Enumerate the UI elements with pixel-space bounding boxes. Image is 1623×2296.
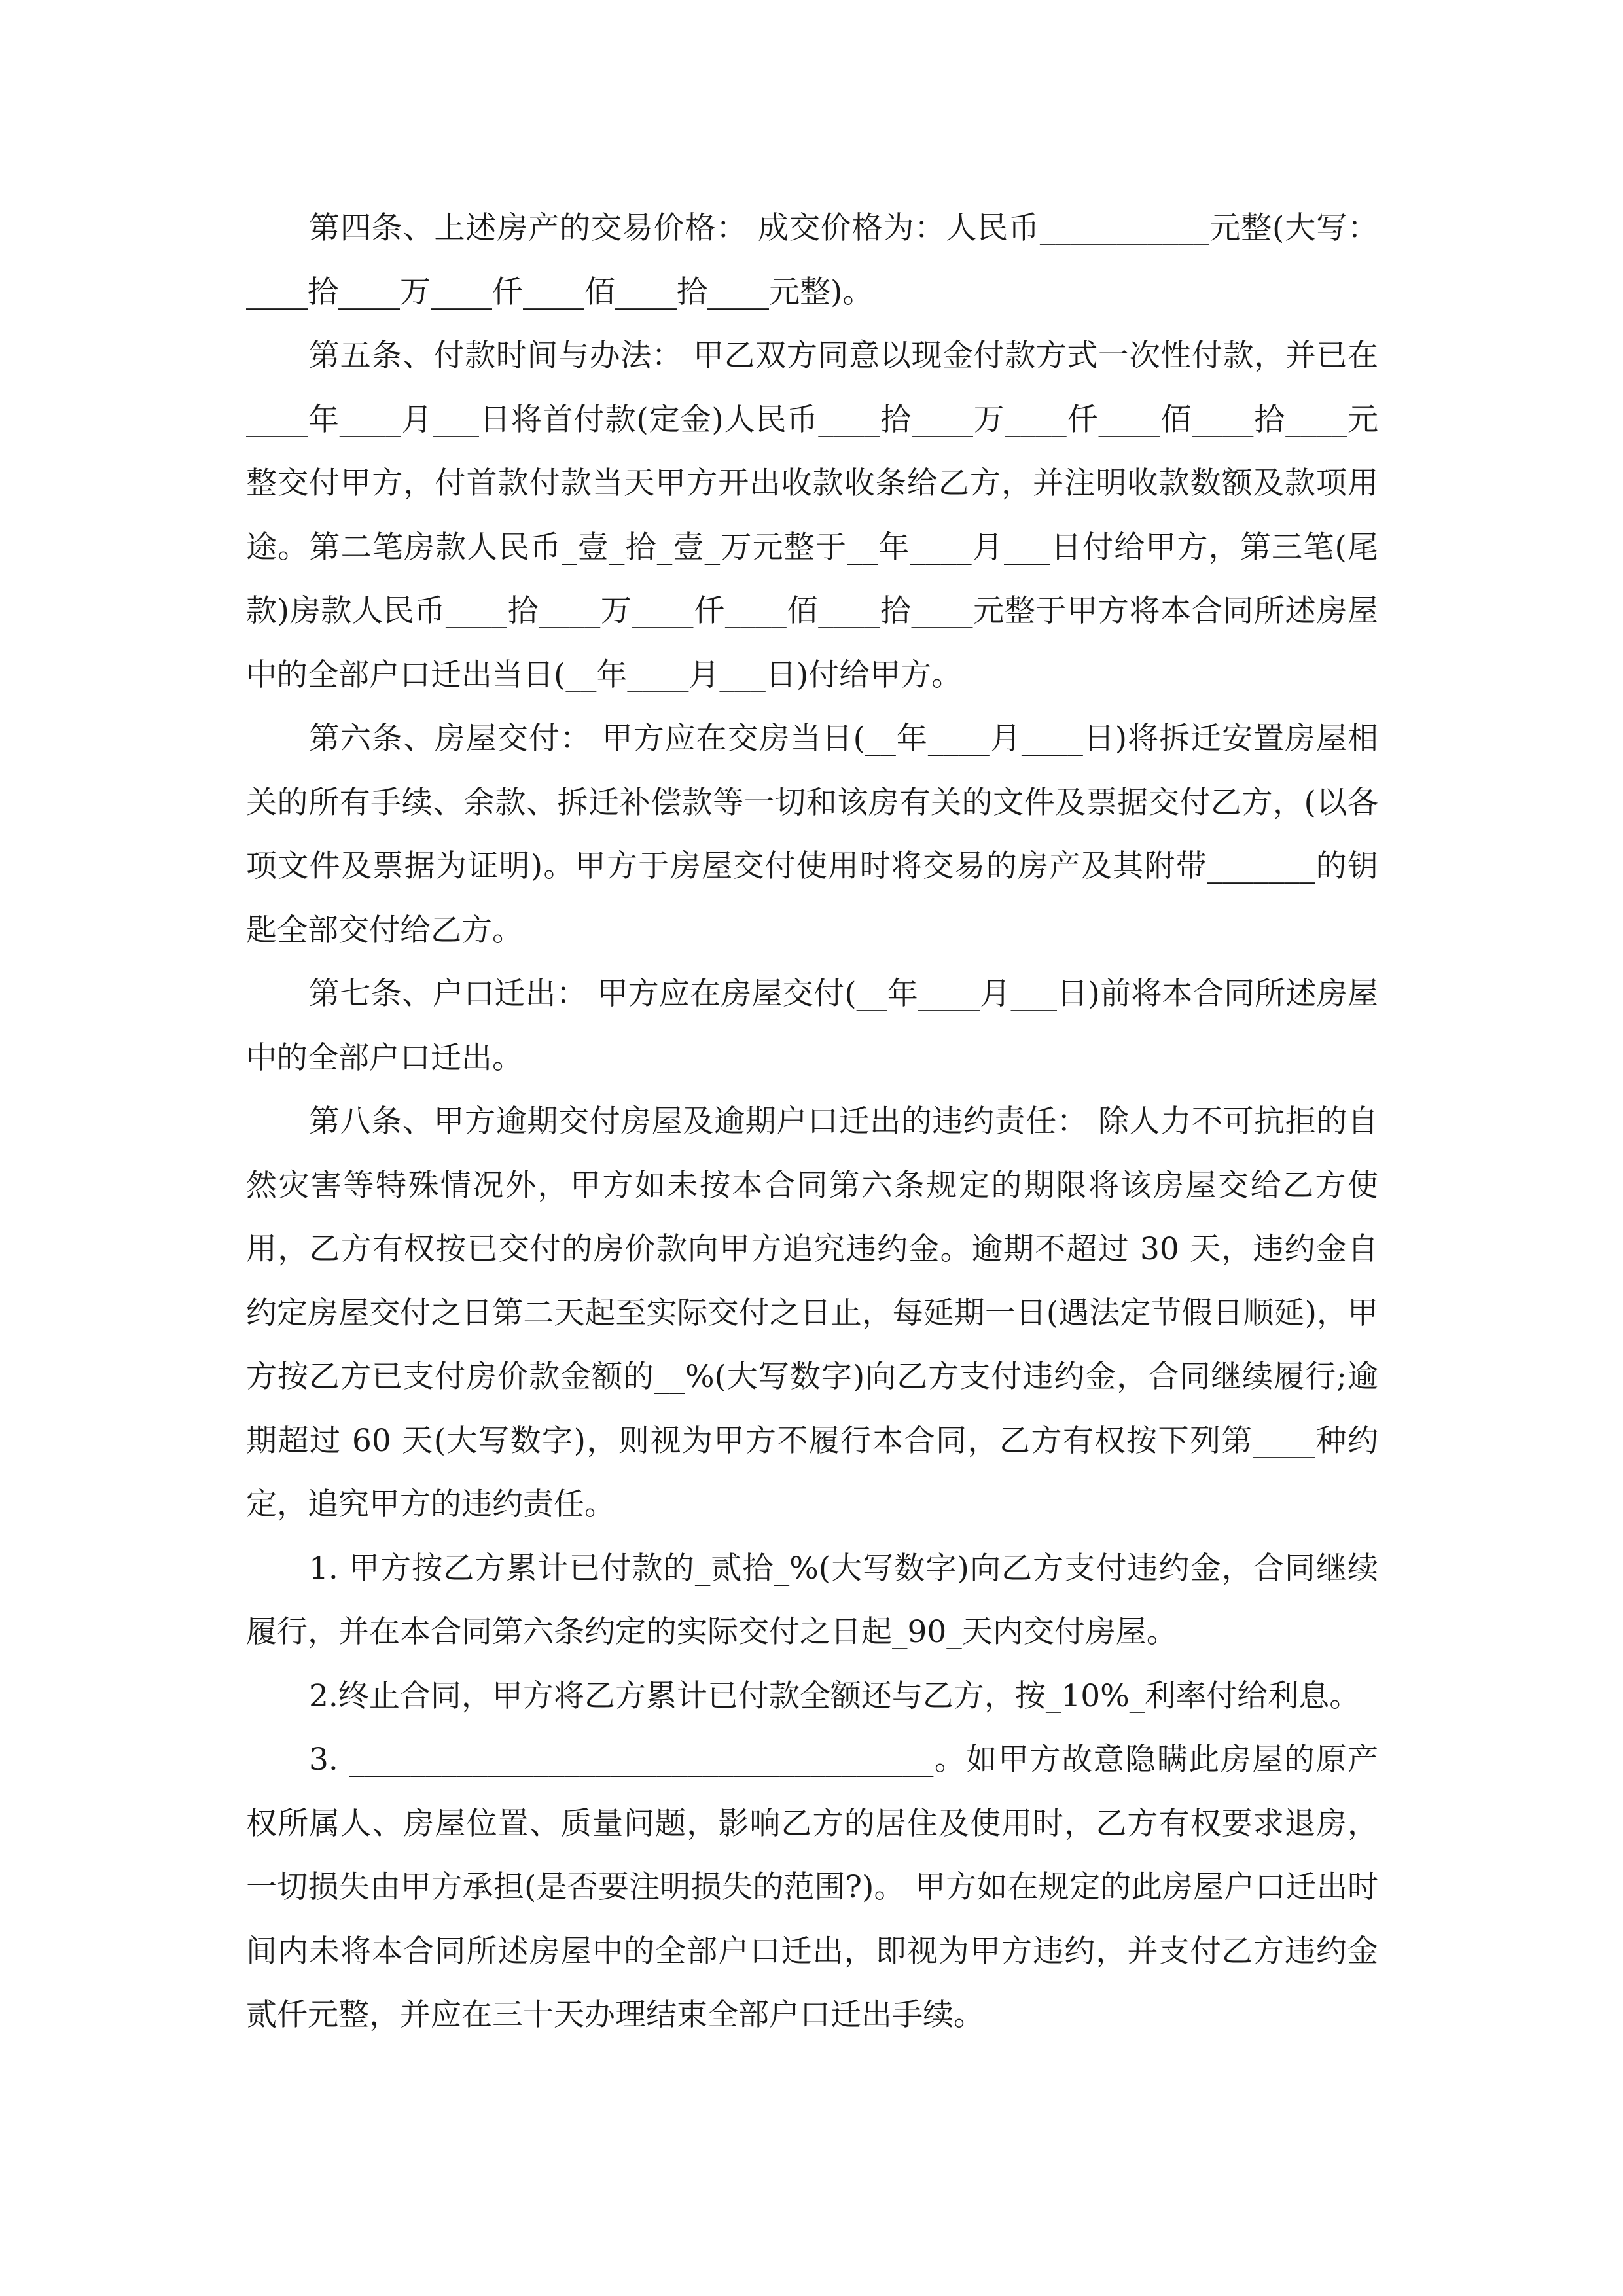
option-3: 3. ______________________________________。如甲方故意隐瞒此房屋的原产权所属人、房屋位置、质量问题，影响乙方的居住及使用时，乙方有权要求退房，一切损失由甲方承担(是否要注明损失的范围?)。 甲方如在规定的此房屋户口迁出时间内未将本合同所述房屋中的全部户口迁出，即视为甲方违约，并支付乙方违约金贰仟元整，并应在三十天办理结束全部户口迁出手续。 <box>246 1742 1378 2033</box>
clause-4-price: 第四条、上述房产的交易价格： 成交价格为：人民币___________元整(大写：____拾____万____仟____佰____拾____元整)。 <box>246 210 1378 310</box>
clause-8-breach-liability: 第八条、甲方逾期交付房屋及逾期户口迁出的违约责任： 除人力不可抗拒的自然灾害等特殊情况外，甲方如未按本合同第六条规定的期限将该房屋交给乙方使用，乙方有权按已交付的房价款向甲方追究违约金。逾期不超过 30 天，违约金自约定房屋交付之日第二天起至实际交付之日止，每延期一日(遇法定节假日顺延)，甲方按乙方已支付房价款金额的__%(大写数字)向乙方支付违约金，合同继续履行;逾期超过 60 天(大写数字)，则视为甲方不履行本合同，乙方有权按下列第____种约定，追究甲方的违约责任。 <box>246 1103 1378 1522</box>
document-body <box>246 196 1378 2047</box>
clause-6-delivery: 第六条、房屋交付： 甲方应在交房当日(__年____月____日)将拆迁安置房屋相关的所有手续、余款、拆迁补偿款等一切和该房有关的文件及票据交付乙方，(以各项文件及票据为证明)。甲方于房屋交付使用时将交易的房产及其附带_______的钥匙全部交付给乙方。 <box>246 721 1378 948</box>
option-2: 2.终止合同，甲方将乙方累计已付款全额还与乙方，按_10%_利率付给利息。 <box>309 1677 1361 1714</box>
option-1: 1. 甲方按乙方累计已付款的_贰拾_%(大写数字)向乙方支付违约金，合同继续履行，并在本合同第六条约定的实际交付之日起_90_天内交付房屋。 <box>246 1550 1378 1650</box>
clause-5-payment: 第五条、付款时间与办法： 甲乙双方同意以现金付款方式一次性付款，并已在____年____月___日将首付款(定金)人民币____拾____万____仟____佰____拾____元整交付甲方，付首款付款当天甲方开出收款收条给乙方，并注明收款数额及款项用途。第二笔房款人民币_壹_拾_壹_万元整于__年____月___日付给甲方，第三笔(尾款)房款人民币____拾____万____仟____佰____拾____元整于甲方将本合同所述房屋中的全部户口迁出当日(__年____月___日)付给甲方。 <box>246 338 1378 693</box>
clause-7-household-registration: 第七条、户口迁出： 甲方应在房屋交付(__年____月___日)前将本合同所述房屋中的全部户口迁出。 <box>246 976 1378 1076</box>
